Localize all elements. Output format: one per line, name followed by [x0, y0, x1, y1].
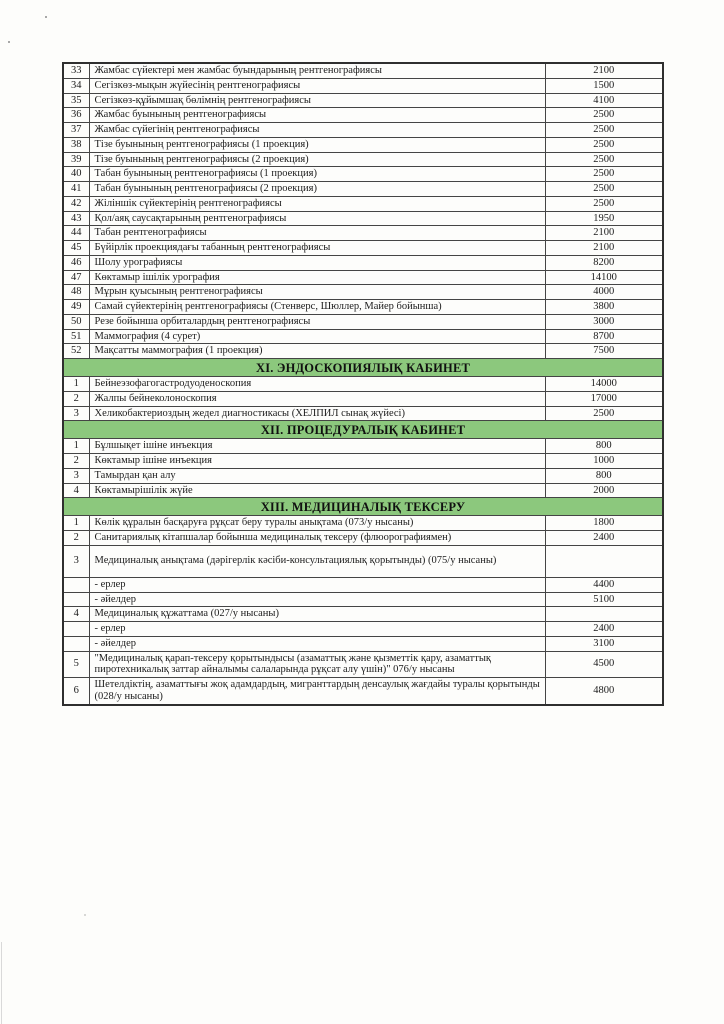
price-cell: 3000: [545, 314, 663, 329]
price-cell: 2500: [545, 137, 663, 152]
price-cell: 3800: [545, 300, 663, 315]
row-number-cell: 35: [63, 93, 89, 108]
price-cell: 4800: [545, 678, 663, 705]
table-row: [63, 454, 663, 469]
service-name-cell: - әйелдер: [89, 636, 545, 651]
scan-speck: [84, 914, 86, 916]
service-name-cell: Сегізкөз-мықын жүйесінің рентгенографиясы: [89, 78, 545, 93]
price-cell: 2100: [545, 241, 663, 256]
service-name-cell: Қол/аяқ саусақтарының рентгенографиясы: [89, 211, 545, 226]
price-cell: 2500: [545, 108, 663, 123]
table-row: [63, 577, 663, 592]
table-row: [63, 241, 663, 256]
price-cell: 4400: [545, 577, 663, 592]
price-cell: 1950: [545, 211, 663, 226]
section-header-title: XII. ПРОЦЕДУРАЛЫҚ КАБИНЕТ: [63, 421, 663, 439]
table-row: [63, 344, 663, 359]
service-name-cell: Сегізкөз-құйымшақ бөлімнің рентгенографиясы: [89, 93, 545, 108]
row-number-cell: 52: [63, 344, 89, 359]
row-number-cell: 6: [63, 678, 89, 705]
price-cell: 7500: [545, 344, 663, 359]
table-row: [63, 406, 663, 421]
scan-speck: [8, 41, 10, 43]
price-cell: 1000: [545, 454, 663, 469]
price-cell: 1800: [545, 516, 663, 531]
row-number-cell: 1: [63, 377, 89, 392]
row-number-cell: 5: [63, 651, 89, 678]
price-cell: 2500: [545, 182, 663, 197]
service-name-cell: Жамбас буынының рентгенографиясы: [89, 108, 545, 123]
table-row: [63, 483, 663, 498]
price-cell: 5100: [545, 592, 663, 607]
table-row: [63, 516, 663, 531]
service-name-cell: Жалпы бейнеколоноскопия: [89, 391, 545, 406]
row-number-cell: 3: [63, 545, 89, 577]
service-name-cell: Бүйірлік проекциядағы табанның рентгенографиясы: [89, 241, 545, 256]
section-header-title: XI. ЭНДОСКОПИЯЛЫҚ КАБИНЕТ: [63, 359, 663, 377]
table-row: [63, 314, 663, 329]
row-number-cell: 2: [63, 454, 89, 469]
row-number-cell: 3: [63, 406, 89, 421]
service-name-cell: Жамбас сүйегінің рентгенографиясы: [89, 123, 545, 138]
service-name-cell: Мақсатты маммография (1 проекция): [89, 344, 545, 359]
price-cell: 2400: [545, 622, 663, 637]
row-number-cell: 43: [63, 211, 89, 226]
table-row: [63, 93, 663, 108]
table-row: [63, 329, 663, 344]
service-name-cell: Тізе буынының рентгенографиясы (2 проекция): [89, 152, 545, 167]
row-number-cell: 40: [63, 167, 89, 182]
row-number-cell: 36: [63, 108, 89, 123]
price-cell: 3100: [545, 636, 663, 651]
section-header-row: [63, 498, 663, 516]
table-row: [63, 651, 663, 678]
service-name-cell: Табан буынының рентгенографиясы (2 проекция): [89, 182, 545, 197]
table-row: [63, 196, 663, 211]
service-name-cell: - ерлер: [89, 622, 545, 637]
service-name-cell: - әйелдер: [89, 592, 545, 607]
service-name-cell: Жамбас сүйектері мен жамбас буындарының рентгенографиясы: [89, 63, 545, 78]
row-number-cell: 51: [63, 329, 89, 344]
service-name-cell: Резе бойынша орбиталардың рентгенографиясы: [89, 314, 545, 329]
service-name-cell: Маммография (4 сурет): [89, 329, 545, 344]
price-cell: 800: [545, 468, 663, 483]
row-number-cell: 1: [63, 439, 89, 454]
service-name-cell: Бұлшықет ішіне инъекция: [89, 439, 545, 454]
scan-speck: [45, 16, 47, 18]
table-row: [63, 607, 663, 622]
row-number-cell: 49: [63, 300, 89, 315]
service-name-cell: Шетелдіктің, азаматтығы жоқ адамдардың, мигранттардың денсаулық жағдайы туралы қорытынды (028/у нысаны): [89, 678, 545, 705]
row-number-cell: 47: [63, 270, 89, 285]
price-cell: 4000: [545, 285, 663, 300]
row-number-cell: 3: [63, 468, 89, 483]
service-name-cell: Шолу урографиясы: [89, 255, 545, 270]
row-number-cell: 34: [63, 78, 89, 93]
table-row: [63, 300, 663, 315]
service-name-cell: Табан рентгенографиясы: [89, 226, 545, 241]
service-name-cell: Табан буынының рентгенографиясы (1 проекция): [89, 167, 545, 182]
service-name-cell: Жіліншік сүйектерінің рентгенографиясы: [89, 196, 545, 211]
row-number-cell: 38: [63, 137, 89, 152]
table-row: [63, 439, 663, 454]
price-cell: 17000: [545, 391, 663, 406]
row-number-cell: 41: [63, 182, 89, 197]
table-row: [63, 226, 663, 241]
row-number-cell: 39: [63, 152, 89, 167]
service-name-cell: Көктамыр ішіне инъекция: [89, 454, 545, 469]
table-row: [63, 622, 663, 637]
section-header-row: [63, 421, 663, 439]
section-header-row: [63, 359, 663, 377]
service-name-cell: Тізе буынының рентгенографиясы (1 проекция): [89, 137, 545, 152]
row-number-cell: 48: [63, 285, 89, 300]
service-name-cell: Тамырдан қан алу: [89, 468, 545, 483]
service-name-cell: Бейнеэзофагогастродуоденоскопия: [89, 377, 545, 392]
row-number-cell: 46: [63, 255, 89, 270]
table-row: [63, 678, 663, 705]
price-cell: 4500: [545, 651, 663, 678]
service-name-cell: "Медициналық қарап-тексеру қорытындысы (азаматтық және қызметтік қару, азаматтық пиротехникалық заттар айналымы салаларында рұқсат алу үшін)" 076/у нысаны: [89, 651, 545, 678]
service-name-cell: Медициналық құжаттама (027/у нысаны): [89, 607, 545, 622]
price-cell: 2100: [545, 226, 663, 241]
price-table: [62, 62, 664, 706]
row-number-cell: 2: [63, 531, 89, 546]
row-number-cell: 4: [63, 483, 89, 498]
price-cell: 2500: [545, 196, 663, 211]
price-cell: 800: [545, 439, 663, 454]
price-cell: 8200: [545, 255, 663, 270]
row-number-cell: [63, 592, 89, 607]
table-row: [63, 592, 663, 607]
table-row: [63, 285, 663, 300]
row-number-cell: 4: [63, 607, 89, 622]
price-cell: 8700: [545, 329, 663, 344]
row-number-cell: 44: [63, 226, 89, 241]
table-row: [63, 545, 663, 577]
price-cell: 2000: [545, 483, 663, 498]
price-cell: [545, 545, 663, 577]
price-table-body: [63, 63, 663, 705]
price-cell: 4100: [545, 93, 663, 108]
service-name-cell: Мұрын қуысының рентгенографиясы: [89, 285, 545, 300]
table-row: [63, 152, 663, 167]
table-row: [63, 78, 663, 93]
service-name-cell: Медициналық анықтама (дәрігерлік кәсіби-консультациялық қорытынды) (075/у нысаны): [89, 545, 545, 577]
service-name-cell: - ерлер: [89, 577, 545, 592]
row-number-cell: 33: [63, 63, 89, 78]
row-number-cell: 2: [63, 391, 89, 406]
table-row: [63, 211, 663, 226]
service-name-cell: Көлік құралын басқаруға рұқсат беру туралы анықтама (073/у нысаны): [89, 516, 545, 531]
table-row: [63, 255, 663, 270]
service-name-cell: Көктамыр ішілік урография: [89, 270, 545, 285]
table-row: [63, 377, 663, 392]
table-row: [63, 63, 663, 78]
table-row: [63, 182, 663, 197]
row-number-cell: 50: [63, 314, 89, 329]
table-row: [63, 391, 663, 406]
table-row: [63, 137, 663, 152]
service-name-cell: Санитариялық кітапшалар бойынша медициналық тексеру (флюорографиямен): [89, 531, 545, 546]
row-number-cell: 42: [63, 196, 89, 211]
service-name-cell: Хеликобактериоздың жедел диагностикасы (ХЕЛПИЛ сынақ жүйесі): [89, 406, 545, 421]
row-number-cell: [63, 622, 89, 637]
price-cell: 14100: [545, 270, 663, 285]
price-cell: 2500: [545, 406, 663, 421]
price-cell: 2500: [545, 167, 663, 182]
price-cell: 2100: [545, 63, 663, 78]
price-cell: 2500: [545, 123, 663, 138]
row-number-cell: 1: [63, 516, 89, 531]
table-row: [63, 167, 663, 182]
price-cell: 14000: [545, 377, 663, 392]
row-number-cell: 37: [63, 123, 89, 138]
row-number-cell: [63, 636, 89, 651]
price-cell: [545, 607, 663, 622]
scan-edge-shadow: [1, 942, 2, 1024]
table-row: [63, 123, 663, 138]
service-name-cell: Самай сүйектерінің рентгенографиясы (Стенверс, Шюллер, Майер бойынша): [89, 300, 545, 315]
section-header-title: XIII. МЕДИЦИНАЛЫҚ ТЕКСЕРУ: [63, 498, 663, 516]
row-number-cell: 45: [63, 241, 89, 256]
price-cell: 2500: [545, 152, 663, 167]
table-row: [63, 270, 663, 285]
table-row: [63, 468, 663, 483]
row-number-cell: [63, 577, 89, 592]
table-row: [63, 636, 663, 651]
price-cell: 2400: [545, 531, 663, 546]
table-row: [63, 531, 663, 546]
service-name-cell: Көктамырішілік жүйе: [89, 483, 545, 498]
price-cell: 1500: [545, 78, 663, 93]
table-row: [63, 108, 663, 123]
